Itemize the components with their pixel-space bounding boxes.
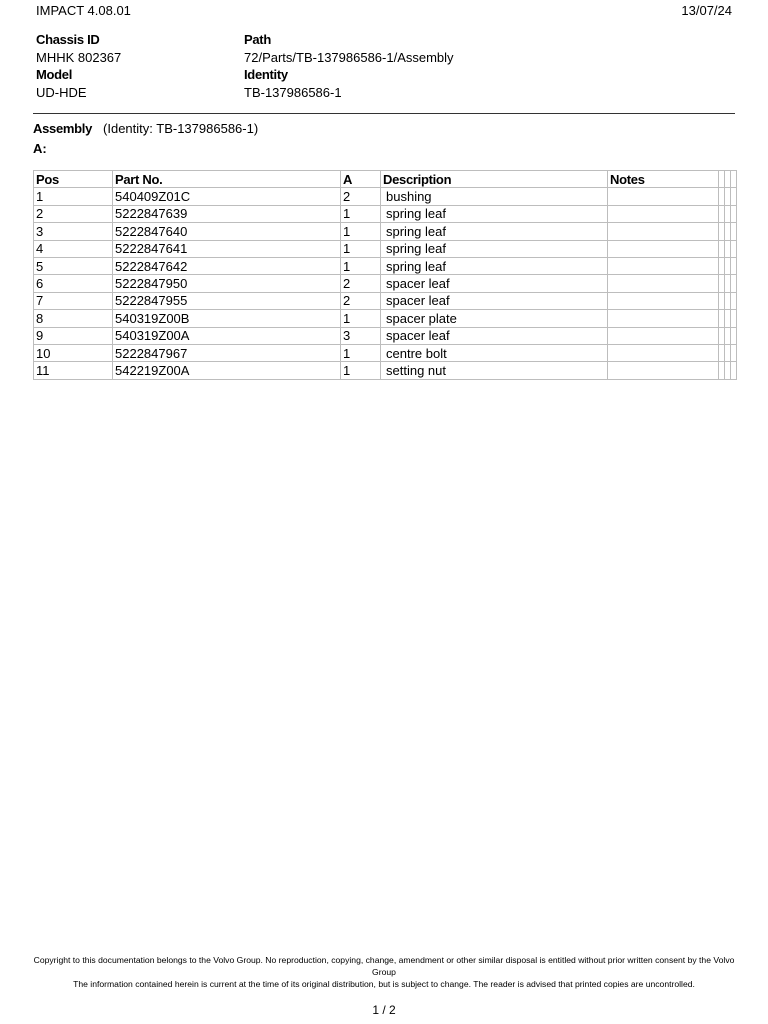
cell-pos: 11 [34,362,113,379]
print-date: 13/07/24 [681,3,732,18]
column-header-pos: Pos [34,171,113,188]
cell-notes [608,292,719,309]
cell-part-no: 542219Z00A [113,362,341,379]
cell-pos: 4 [34,240,113,257]
empty-cell [731,188,737,205]
cell-part-no: 5222847967 [113,344,341,361]
table-row [34,223,737,240]
cell-notes [608,223,719,240]
cell-pos: 8 [34,310,113,327]
cell-a: 2 [341,292,381,309]
cell-part-no: 540319Z00B [113,310,341,327]
cell-part-no: 5222847642 [113,257,341,274]
cell-a: 1 [341,223,381,240]
cell-a: 1 [341,310,381,327]
cell-description: spacer leaf [381,292,608,309]
empty-cell [731,205,737,222]
cell-description: spacer plate [381,310,608,327]
cell-description: centre bolt [381,344,608,361]
cell-notes [608,257,719,274]
empty-cell [731,327,737,344]
page-number: 1 / 2 [372,1003,396,1017]
parts-table [33,170,737,380]
cell-part-no: 5222847950 [113,275,341,292]
column-header-part-no: Part No. [113,171,341,188]
empty-cell [731,310,737,327]
cell-pos: 10 [34,344,113,361]
model-value: UD-HDE [36,84,87,100]
table-row [34,327,737,344]
table-row [34,344,737,361]
empty-cell [731,362,737,379]
assembly-label: Assembly [33,121,93,136]
cell-description: setting nut [381,362,608,379]
empty-cell [731,257,737,274]
identity-label: Identity [244,67,288,82]
path-value: 72/Parts/TB-137986586-1/Assembly [244,49,454,65]
cell-description: spring leaf [381,240,608,257]
column-header-description: Description [381,171,608,188]
cell-a: 1 [341,240,381,257]
table-row [34,188,737,205]
cell-a: 1 [341,205,381,222]
information-notice: The information contained herein is current at the time of its original distribution, but is subject to change. The reader is advised that printed copies are uncontrolled. [73,979,695,989]
path-label: Path [244,32,271,47]
empty-cell [731,344,737,361]
cell-part-no: 540409Z01C [113,188,341,205]
app-version: IMPACT 4.08.01 [36,3,131,18]
table-row [34,205,737,222]
cell-part-no: 5222847640 [113,223,341,240]
cell-part-no: 5222847641 [113,240,341,257]
cell-a: 2 [341,188,381,205]
cell-a: 3 [341,327,381,344]
column-header-a: A [341,171,381,188]
cell-pos: 7 [34,292,113,309]
a-label: A: [33,141,47,156]
cell-pos: 9 [34,327,113,344]
empty-cell [731,292,737,309]
cell-part-no: 5222847955 [113,292,341,309]
cell-notes [608,205,719,222]
cell-description: bushing [381,188,608,205]
cell-a: 1 [341,362,381,379]
cell-notes [608,188,719,205]
cell-notes [608,310,719,327]
identity-value: TB-137986586-1 [244,84,342,100]
assembly-identity: (Identity: TB-137986586-1) [103,121,259,136]
cell-notes [608,275,719,292]
table-row [34,292,737,309]
cell-part-no: 5222847639 [113,205,341,222]
table-header-row [34,171,737,188]
chassis-info [36,32,736,102]
parts-table-body [34,188,737,379]
cell-a: 1 [341,344,381,361]
chassis-id-label: Chassis ID [36,32,100,47]
cell-description: spring leaf [381,223,608,240]
column-header-notes: Notes [608,171,719,188]
table-row [34,310,737,327]
cell-pos: 6 [34,275,113,292]
table-row [34,275,737,292]
cell-notes [608,240,719,257]
empty-cell [731,223,737,240]
cell-description: spacer leaf [381,327,608,344]
cell-pos: 5 [34,257,113,274]
chassis-id-value: MHHK 802367 [36,49,122,65]
cell-a: 1 [341,257,381,274]
model-label: Model [36,67,73,82]
cell-pos: 1 [34,188,113,205]
cell-pos: 3 [34,223,113,240]
cell-pos: 2 [34,205,113,222]
copyright-notice: Copyright to this documentation belongs to the Volvo Group. No reproduction, copying, change, amendment or other similar disposal is entitled without prior written consent by the Volvo Group [33,955,735,977]
cell-notes [608,344,719,361]
empty-column-header [731,171,737,188]
table-row [34,257,737,274]
assembly-heading [33,121,258,136]
cell-description: spacer leaf [381,275,608,292]
header-divider [33,113,735,114]
cell-description: spring leaf [381,205,608,222]
empty-cell [731,275,737,292]
cell-notes [608,327,719,344]
table-row [34,240,737,257]
empty-cell [731,240,737,257]
table-row [34,362,737,379]
cell-description: spring leaf [381,257,608,274]
cell-a: 2 [341,275,381,292]
cell-notes [608,362,719,379]
cell-part-no: 540319Z00A [113,327,341,344]
